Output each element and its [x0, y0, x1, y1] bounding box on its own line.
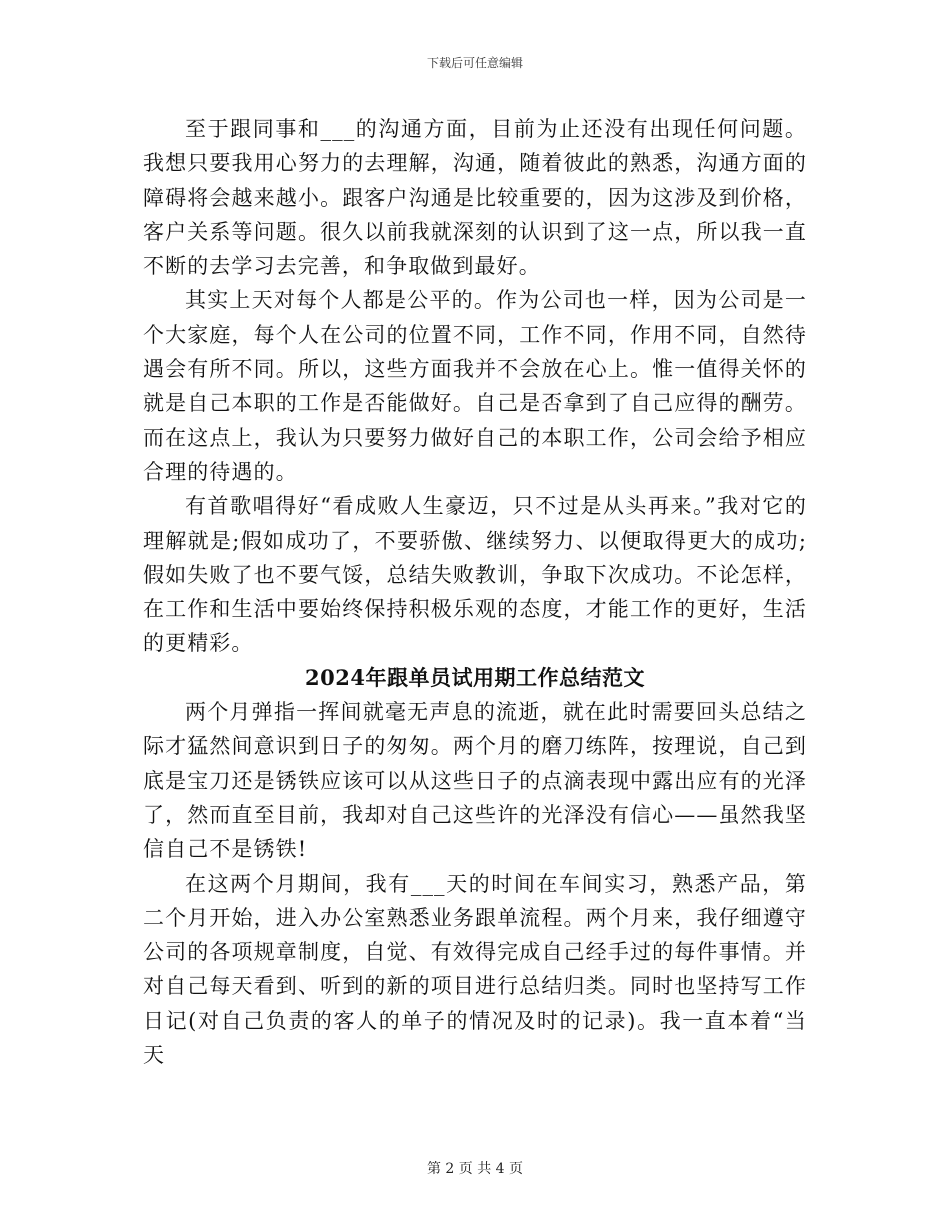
paragraph: 其实上天对每个人都是公平的。作为公司也一样，因为公司是一个大家庭，每个人在公司的位置不同，工作不同，作用不同，自然待遇会有所不同。所以，这些方面我并不会放在心上。惟一值得关怀的就是自己本职的工作是否能做好。自己是否拿到了自己应得的酬劳。而在这点上，我认为只要努力做好自己的本职工作，公司会给予相应合理的待遇的。 — [143, 288, 807, 484]
page-footer: 第 2 页 共 4 页 — [426, 1161, 524, 1177]
page-header: 下载后可任意编辑 — [426, 56, 523, 70]
paragraph: 两个月弹指一挥间就毫无声息的流逝，就在此时需要回头总结之际才猛然间意识到日子的匆匆。两个月的磨刀练阵，按理说，自己到底是宝刀还是锈铁应该可以从这些日子的点滴表现中露出应有的光泽了，然而直至目前，我却对自己这些许的光泽没有信心——虽然我坚信自己不是锈铁! — [143, 700, 807, 862]
paragraph: 至于跟同事和___的沟通方面，目前为止还没有出现任何问题。我想只要我用心努力的去理解，沟通，随着彼此的熟悉，沟通方面的障碍将会越来越小。跟客户沟通是比较重要的，因为这涉及到价格，客户关系等问题。很久以前我就深刻的认识到了这一点，所以我一直不断的去学习去完善，和争取做到最好。 — [143, 117, 807, 279]
section-title: 2024年跟单员试用期工作总结范文 — [305, 664, 645, 690]
paragraph: 在这两个月期间，我有___天的时间在车间实习，熟悉产品，第二个月开始，进入办公室熟悉业务跟单流程。两个月来，我仔细遵守公司的各项规章制度，自觉、有效得完成自己经手过的每件事情。并对自己每天看到、听到的新的项目进行总结归类。同时也坚持写工作日记(对自己负责的客人的单子的情况及时的记录)。我一直本着“当天 — [143, 871, 807, 1068]
paragraph: 有首歌唱得好“看成败人生豪迈，只不过是从头再来。”我对它的理解就是;假如成功了，不要骄傲、继续努力、以便取得更大的成功;假如失败了也不要气馁，总结失败教训，争取下次成功。不论怎样，在工作和生活中要始终保持积极乐观的态度，才能工作的更好，生活的更精彩。 — [143, 494, 807, 656]
document-body — [143, 112, 807, 1072]
